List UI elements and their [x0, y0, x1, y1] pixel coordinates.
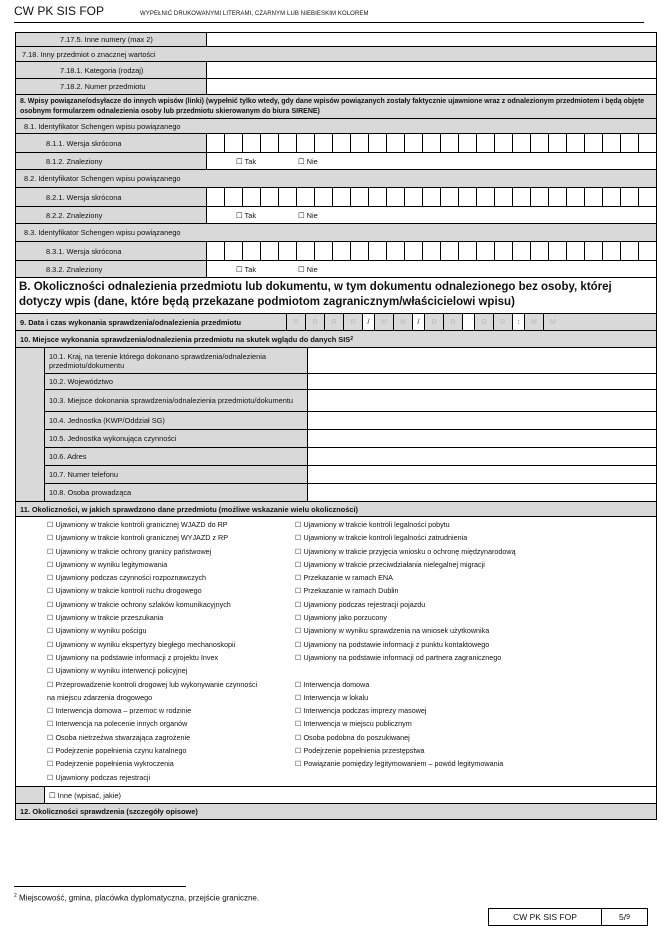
form-code: CW PK SIS FOP: [14, 4, 105, 18]
char-grid[interactable]: [206, 134, 656, 152]
row-label: 8.1.2. Znaleziony: [16, 153, 206, 169]
circumstance-checkbox[interactable]: ☐ Ujawniony na podstawie informacji z projektu Invex: [47, 652, 219, 662]
circumstance-checkbox[interactable]: na miejscu zdarzenia drogowego: [47, 692, 153, 702]
footnote: $^2$ Miejscowość, gmina, placówka dyplomatyczna, przejście graniczne.: [14, 893, 260, 903]
circumstance-checkbox[interactable]: ☐ Interwencja na polecenie innych organów: [47, 719, 188, 729]
row-12: [15, 804, 657, 820]
page-header: [14, 6, 644, 23]
yes-checkbox[interactable]: ☐ Tak: [236, 210, 257, 220]
row-10-3: 10.3. Miejsce dokonania sprawdzenia/odnalezienia przedmiotu/dokumentu: [44, 390, 656, 412]
circumstance-checkbox[interactable]: ☐ Ujawniony podczas rejestracji: [47, 772, 151, 782]
circumstance-checkbox[interactable]: ☐ Podejrzenie popełnienia przestępstwa: [295, 746, 425, 756]
row-label: 7.17.5. Inne numery (max 2): [16, 33, 206, 46]
circumstance-checkbox[interactable]: ☐ Ujawniony w wyniku sprawdzenia na wniosek użytkownika: [295, 626, 490, 636]
row-label: 7.18. Inny przedmiot o znacznej wartości: [22, 49, 156, 59]
row-label: 7.18.2. Numer przedmiotu: [16, 79, 206, 94]
row-label: 8.2. Identyfikator Schengen wpisu powiązanego: [24, 174, 181, 183]
circumstance-checkbox[interactable]: ☐ Osoba nietrzeźwa stwarzająca zagrożenie: [47, 732, 191, 742]
row-label: 8.2.1. Wersja skrócona: [16, 188, 206, 206]
char-grid[interactable]: [206, 188, 656, 206]
circumstance-checkbox[interactable]: ☐ Ujawniony w trakcie ochrony granicy państwowej: [47, 546, 212, 556]
no-checkbox[interactable]: ☐ Nie: [298, 156, 318, 166]
fill-instruction: WYPEŁNIĆ DRUKOWANYMI LITERAMI, CZARNYM LUB NIEBIESKIM KOLOREM: [140, 11, 369, 17]
row-10: [15, 331, 657, 348]
section-8-title: 8. Wpisy powiązane/odsyłacze do innych wpisów (linki) (wypełnić tylko wtedy, gdy dane wpisów powiązanych zostały faktycznie ujawnione wraz z odnalezionym przedmiotem i będą objęte osobnym formularzem odnalezienia osoby lub przedmiotu skierowanym do biura SIRENE): [20, 97, 645, 115]
row-8-2-1: [15, 188, 657, 207]
circumstance-checkbox[interactable]: ☐ Ujawniony na podstawie informacji z punktu kontaktowego: [295, 639, 490, 649]
row-11-other: [15, 787, 657, 804]
circumstance-checkbox[interactable]: ☐ Interwencja w lokalu: [295, 692, 369, 702]
circumstance-checkbox: [295, 664, 543, 677]
circumstance-checkbox[interactable]: ☐ Ujawniony w trakcie kontroli granicznej WYJAZD z RP: [47, 533, 228, 543]
country-input[interactable]: [307, 348, 656, 373]
circumstance-checkbox[interactable]: ☐ Przeprowadzenie kontroli drogowej lub wykonywanie czynności: [47, 679, 258, 689]
officer-input[interactable]: [307, 484, 656, 501]
footer-form-code: CW PK SIS FOP: [489, 909, 602, 925]
row-10-7: 10.7. Numer telefonu: [44, 466, 656, 484]
page-number: 5/ 9: [619, 912, 630, 922]
row-label: 8.1.1. Wersja skrócona: [16, 134, 206, 152]
row-11: [15, 502, 657, 517]
executing-unit-input[interactable]: [307, 430, 656, 447]
circumstance-checkbox[interactable]: ☐ Ujawniony w wyniku interwencji policyjnej: [47, 666, 188, 676]
circumstance-checkbox[interactable]: ☐ Ujawniony w trakcie kontroli legalności pobytu: [295, 520, 450, 529]
other-checkbox[interactable]: ☐ Inne (wpisać, jakie): [44, 787, 656, 803]
row-10-1: 10.1. Kraj, na terenie którego dokonano sprawdzenia/odnalezienia przedmiotu/dokumentu: [44, 348, 656, 374]
circumstance-checkbox[interactable]: ☐ Ujawniony w trakcie przyjęcia wniosku o ochronę międzynarodową: [295, 546, 516, 556]
circumstance-checkbox[interactable]: ☐ Ujawniony w trakcie przeciwdziałania nielegalnej migracji: [295, 559, 485, 569]
no-checkbox[interactable]: ☐ Nie: [298, 210, 318, 220]
section-b-header: [15, 278, 657, 314]
circumstance-checkbox[interactable]: ☐ Ujawniony w trakcie kontroli ruchu drogowego: [47, 586, 202, 596]
row-7-18: [15, 47, 657, 62]
row-label: 10. Miejsce wykonania sprawdzenia/odnalezienia przedmiotu na skutek wglądu do danych SIS 2: [20, 334, 353, 344]
circumstance-checkbox[interactable]: ☐ Ujawniony na podstawie informacji od partnera zagranicznego: [295, 652, 502, 662]
section-11-checklist: [15, 517, 657, 787]
row-8-1: [15, 119, 657, 134]
row-label: 8.3.2. Znaleziony: [16, 261, 206, 277]
row-label: 9. Data i czas wykonania sprawdzenia/odnalezienia przedmiotu: [20, 317, 241, 327]
section-8-header: [15, 95, 657, 119]
row-10-4: 10.4. Jednostka (KWP/Oddział SG): [44, 412, 656, 430]
form-body: [15, 32, 657, 820]
row-10-5: 10.5. Jednostka wykonująca czynności: [44, 430, 656, 448]
row-7-18-1: [15, 62, 657, 79]
circumstance-checkbox[interactable]: ☐ Ujawniony w trakcie ochrony szlaków komunikacyjnych: [47, 599, 231, 609]
yes-checkbox[interactable]: ☐ Tak: [236, 264, 257, 274]
circumstance-checkbox[interactable]: ☐ Podejrzenie popełnienia wykroczenia: [47, 759, 174, 769]
circumstance-checkbox[interactable]: ☐ Przekazanie w ramach ENA: [295, 573, 393, 583]
datetime-grid[interactable]: R R R R / M M / D D G G : M M: [286, 314, 656, 330]
category-input[interactable]: [206, 62, 656, 78]
circumstance-checkbox[interactable]: ☐ Interwencja domowa: [295, 679, 370, 689]
circumstance-checkbox[interactable]: ☐ Ujawniony podczas rejestracji pojazdu: [295, 599, 426, 609]
row-8-3: [15, 224, 657, 242]
circumstance-checkbox[interactable]: ☐ Interwencja w miejscu publicznym: [295, 719, 412, 729]
circumstance-checkbox[interactable]: ☐ Ujawniony w wyniku pościgu: [47, 626, 147, 636]
unit-input[interactable]: [307, 412, 656, 429]
circumstance-checkbox[interactable]: ☐ Powiązanie pomiędzy legitymowaniem – powód legitymowania: [295, 759, 504, 769]
row-label: 8.3.1. Wersja skrócona: [16, 242, 206, 260]
row-label: 8.2.2. Znaleziony: [16, 207, 206, 223]
circumstance-checkbox: [295, 771, 543, 784]
row-9: [15, 314, 657, 331]
row-8-3-1: [15, 242, 657, 261]
page-footer: [488, 908, 648, 926]
circumstance-checkbox[interactable]: ☐ Ujawniony w trakcie kontroli granicznej WJAZD do RP: [47, 520, 228, 529]
row-8-1-1: [15, 134, 657, 153]
circumstance-checkbox[interactable]: ☐ Interwencja podczas imprezy masowej: [295, 706, 427, 716]
item-number-input[interactable]: [206, 79, 656, 94]
row-label: 12. Okoliczności sprawdzenia (szczegóły opisowe): [20, 807, 198, 816]
circumstance-checkbox[interactable]: ☐ Osoba podobna do poszukiwanej: [295, 732, 410, 742]
row-10-2: 10.2. Województwo: [44, 374, 656, 390]
row-label: 7.18.1. Kategoria (rodzaj): [16, 62, 206, 78]
row-label: 11. Okoliczności, w jakich sprawdzono dane przedmiotu (możliwe wskazanie wielu okoliczności): [20, 504, 358, 514]
char-grid[interactable]: [206, 242, 656, 260]
row-10-8: 10.8. Osoba prowadząca: [44, 484, 656, 501]
yes-checkbox[interactable]: ☐ Tak: [236, 156, 257, 166]
row-8-1-2: [15, 153, 657, 170]
row-8-3-2: [15, 261, 657, 278]
section-b-title: B. Okoliczności odnalezienia przedmiotu lub dokumentu, w tym dokumentu odnalezionego bez osoby, której dotyczy wpis (dane, które będą przekazane podmiotom zagranicznym/właścicielowi wpisu): [19, 281, 612, 308]
checklist-left: [47, 518, 295, 784]
circumstance-checkbox[interactable]: ☐ Przekazanie w ramach Dublin: [295, 586, 399, 596]
row-8-2: [15, 170, 657, 188]
checklist-right: [295, 518, 543, 784]
circumstance-checkbox[interactable]: ☐ Ujawniony w trakcie kontroli legalności zatrudnienia: [295, 533, 468, 543]
voivodeship-input[interactable]: [307, 374, 656, 389]
circumstance-checkbox[interactable]: ☐ Podejrzenie popełnienia czynu karalnego: [47, 746, 187, 756]
footnote-divider: [14, 886, 186, 887]
row-8-2-2: [15, 207, 657, 224]
circumstance-checkbox[interactable]: ☐ Ujawniony podczas czynności rozpoznawczych: [47, 573, 207, 583]
circumstance-checkbox[interactable]: ☐ Interwencja domowa – przemoc w rodzinie: [47, 706, 192, 716]
no-checkbox[interactable]: ☐ Nie: [298, 264, 318, 274]
row-10-6: 10.6. Adres: [44, 448, 656, 466]
phone-input[interactable]: [307, 466, 656, 483]
place-input[interactable]: [307, 390, 656, 411]
circumstance-checkbox[interactable]: ☐ Ujawniony w wyniku legitymowania: [47, 559, 168, 569]
row-7-18-2: [15, 79, 657, 95]
section-10-table: [15, 348, 657, 502]
other-numbers-input[interactable]: [206, 33, 656, 46]
circumstance-checkbox[interactable]: ☐ Ujawniony w wyniku ekspertyzy biegłego mechanoskopii: [47, 639, 236, 649]
circumstance-checkbox[interactable]: ☐ Ujawniony w trakcie przeszukania: [47, 613, 164, 623]
row-label: 8.3. Identyfikator Schengen wpisu powiązanego: [24, 228, 181, 237]
address-input[interactable]: [307, 448, 656, 465]
row-label: 8.1. Identyfikator Schengen wpisu powiązanego: [24, 121, 181, 131]
row-7-17-5: [15, 32, 657, 47]
circumstance-checkbox[interactable]: ☐ Ujawniony jako porzucony: [295, 613, 387, 623]
